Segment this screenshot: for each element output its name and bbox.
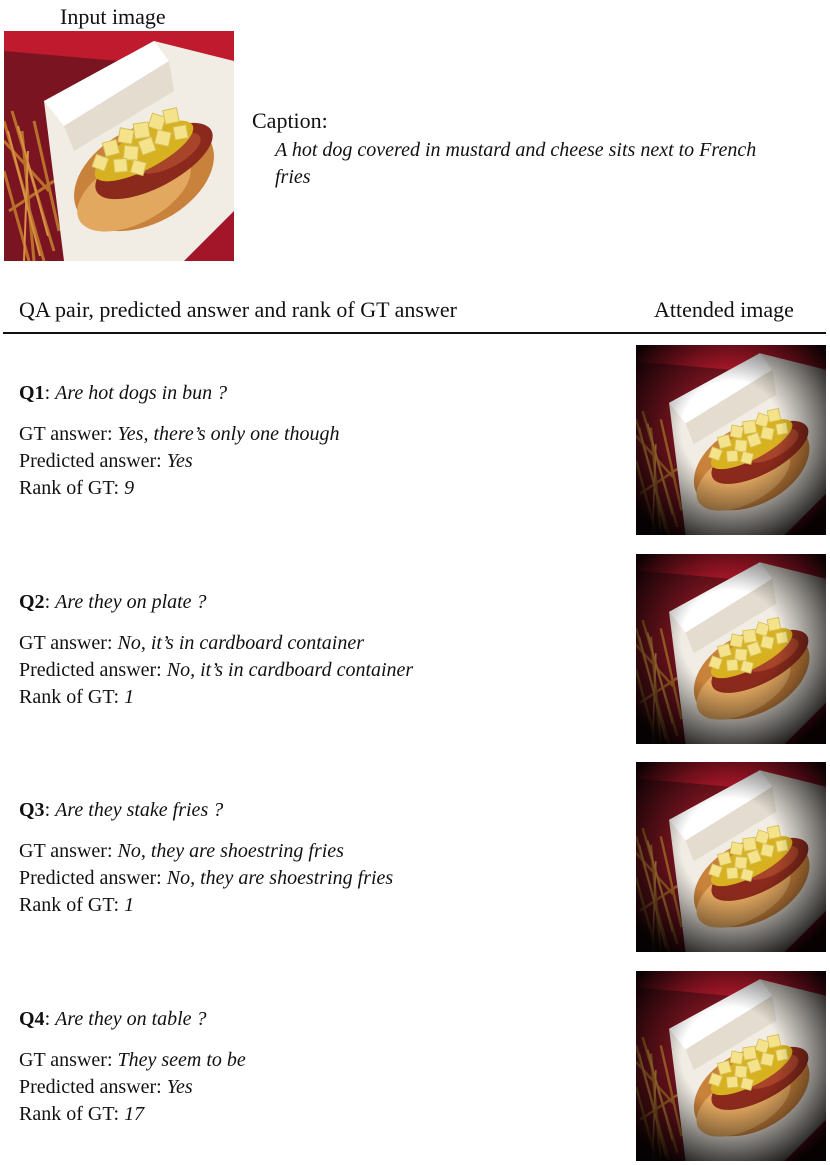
attended-image-3 [636, 762, 826, 952]
predicted-answer-line: Predicted answer: No, it’s in cardboard container [19, 659, 414, 681]
qa-block-1 [19, 380, 619, 502]
predicted-answer-line: Predicted answer: Yes [19, 450, 193, 472]
gt-answer-line: GT answer: They seem to be [19, 1049, 246, 1071]
header-divider [3, 332, 826, 334]
attended-image-header: Attended image [654, 297, 794, 322]
question-text: Are they stake fries ? [55, 799, 224, 821]
question-line: Q2: Are they on plate ? [19, 591, 207, 613]
question-text: Are they on table ? [55, 1008, 207, 1030]
rank-line: Rank of GT: 1 [19, 894, 135, 916]
input-image-label: Input image [60, 4, 166, 29]
attended-image-1 [636, 345, 826, 535]
question-line: Q4: Are they on table ? [19, 1008, 207, 1030]
qa-block-3 [19, 797, 619, 919]
predicted-answer-line: Predicted answer: No, they are shoestring fries [19, 867, 394, 889]
predicted-answer: No, they are shoestring fries [166, 867, 394, 889]
gt-answer-line: GT answer: Yes, there’s only one though [19, 423, 340, 445]
question-text: Are hot dogs in bun ? [55, 382, 228, 404]
attended-image-2 [636, 554, 826, 744]
rank-value: 17 [124, 1103, 145, 1125]
gt-answer: They seem to be [117, 1049, 246, 1071]
predicted-answer-line: Predicted answer: Yes [19, 1076, 193, 1098]
question-text: Are they on plate ? [55, 591, 207, 613]
question-line: Q1: Are hot dogs in bun ? [19, 382, 228, 404]
gt-answer-line: GT answer: No, it’s in cardboard container [19, 632, 364, 654]
gt-answer: No, it’s in cardboard container [117, 632, 364, 654]
predicted-answer: No, it’s in cardboard container [166, 659, 414, 681]
caption-text: A hot dog covered in mustard and cheese sits next to French fries [275, 139, 757, 188]
predicted-answer: Yes [166, 450, 193, 472]
input-image [4, 31, 234, 261]
rank-value: 1 [124, 894, 135, 916]
rank-value: 9 [124, 477, 135, 499]
gt-answer: No, they are shoestring fries [117, 840, 344, 862]
qa-block-2 [19, 589, 619, 711]
attended-image-4 [636, 971, 826, 1161]
rank-line: Rank of GT: 9 [19, 477, 135, 499]
qa-column-header: QA pair, predicted answer and rank of GT answer [19, 297, 457, 322]
caption-title: Caption: [252, 108, 328, 133]
gt-answer-line: GT answer: No, they are shoestring fries [19, 840, 344, 862]
rank-value: 1 [124, 686, 135, 708]
question-line: Q3: Are they stake fries ? [19, 799, 224, 821]
rank-line: Rank of GT: 1 [19, 686, 135, 708]
qa-block-4 [19, 1006, 619, 1128]
predicted-answer: Yes [166, 1076, 193, 1098]
rank-line: Rank of GT: 17 [19, 1103, 145, 1125]
gt-answer: Yes, there’s only one though [117, 423, 340, 445]
